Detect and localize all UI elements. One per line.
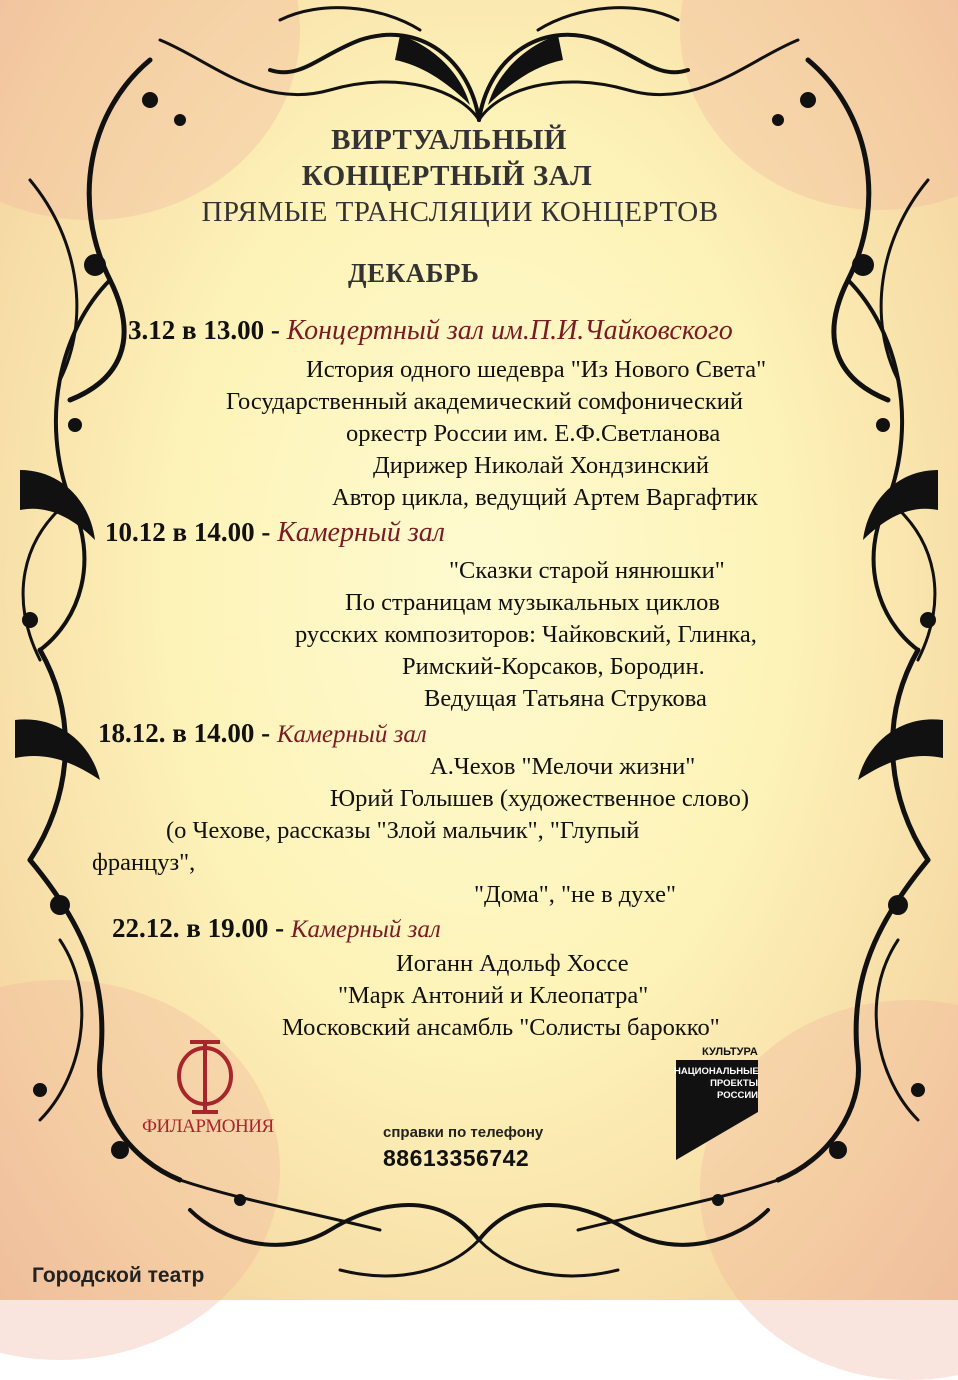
national-projects-logo (672, 1042, 772, 1162)
event-line: "Дома", "не в духе" (474, 881, 676, 908)
event-line: Иоганн Адольф Хоссе (396, 950, 629, 977)
national-projects-line: НАЦИОНАЛЬНЫЕ (674, 1066, 759, 1077)
national-projects-line: РОССИИ (717, 1090, 758, 1101)
event-heading (128, 315, 733, 347)
event-line: Юрий Голышев (художественное слово) (330, 785, 750, 812)
event-venue: Камерный зал (276, 721, 427, 748)
phone-label: справки по телефону (383, 1124, 544, 1141)
event-venue: Концертный зал им.П.И.Чайковского (286, 315, 733, 346)
event-line: француз", (92, 849, 196, 876)
event-date: 22.12. в 19.00 (112, 913, 269, 943)
philharmonia-emblem-icon (140, 1036, 270, 1116)
event-line: Ведущая Татьяна Струкова (424, 685, 707, 712)
event-date: 18.12. в 14.00 (98, 718, 255, 748)
event-line: Автор цикла, ведущий Артем Варгафтик (332, 484, 758, 511)
culture-label: КУЛЬТУРА (702, 1046, 758, 1058)
event-line: История одного шедевра "Из Нового Света" (306, 356, 767, 383)
month-heading: ДЕКАБРЬ (348, 258, 480, 288)
event-line: "Сказки старой нянюшки" (449, 557, 725, 584)
event-heading (105, 517, 445, 549)
event-heading (98, 718, 427, 749)
event-date: 3.12 в 13.00 (128, 315, 265, 345)
event-separator: - (268, 913, 291, 943)
event-heading (112, 913, 441, 944)
event-separator: - (254, 718, 277, 748)
philharmonia-logo (140, 1036, 274, 1146)
event-line: Римский-Корсаков, Бородин. (402, 653, 705, 680)
event-line: (о Чехове, рассказы "Злой мальчик", "Глупый (166, 817, 640, 844)
event-venue: Камерный зал (277, 517, 445, 548)
event-line: оркестр России им. Е.Ф.Светланова (346, 420, 721, 447)
event-line: "Марк Антоний и Клеопатра" (338, 982, 649, 1009)
event-line: Московский ансамбль "Солисты барокко" (282, 1014, 720, 1041)
header-title-line1: ВИРТУАЛЬНЫЙ (331, 124, 567, 156)
event-line: русских композиторов: Чайковский, Глинка, (295, 621, 757, 648)
event-line: Дирижер Николай Хондзинский (373, 452, 709, 479)
city-theatre-label: Городской театр (32, 1264, 205, 1287)
event-date: 10.12 в 14.00 (105, 517, 255, 547)
event-line: Государственный академический сомфонический (226, 388, 744, 415)
header-subtitle: ПРЯМЫЕ ТРАНСЛЯЦИИ КОНЦЕРТОВ (201, 196, 719, 228)
philharmonia-logo-text: ФИЛАРМОНИЯ (142, 1116, 274, 1137)
event-separator: - (264, 315, 287, 345)
phone-number: 88613356742 (383, 1145, 530, 1171)
national-projects-line: ПРОЕКТЫ (710, 1078, 758, 1089)
header-title-line2: КОНЦЕРТНЫЙ ЗАЛ (301, 160, 593, 192)
event-line: По страницам музыкальных циклов (345, 589, 720, 616)
event-venue: Камерный зал (290, 916, 441, 943)
event-line: А.Чехов "Мелочи жизни" (430, 753, 696, 780)
event-separator: - (254, 517, 278, 547)
